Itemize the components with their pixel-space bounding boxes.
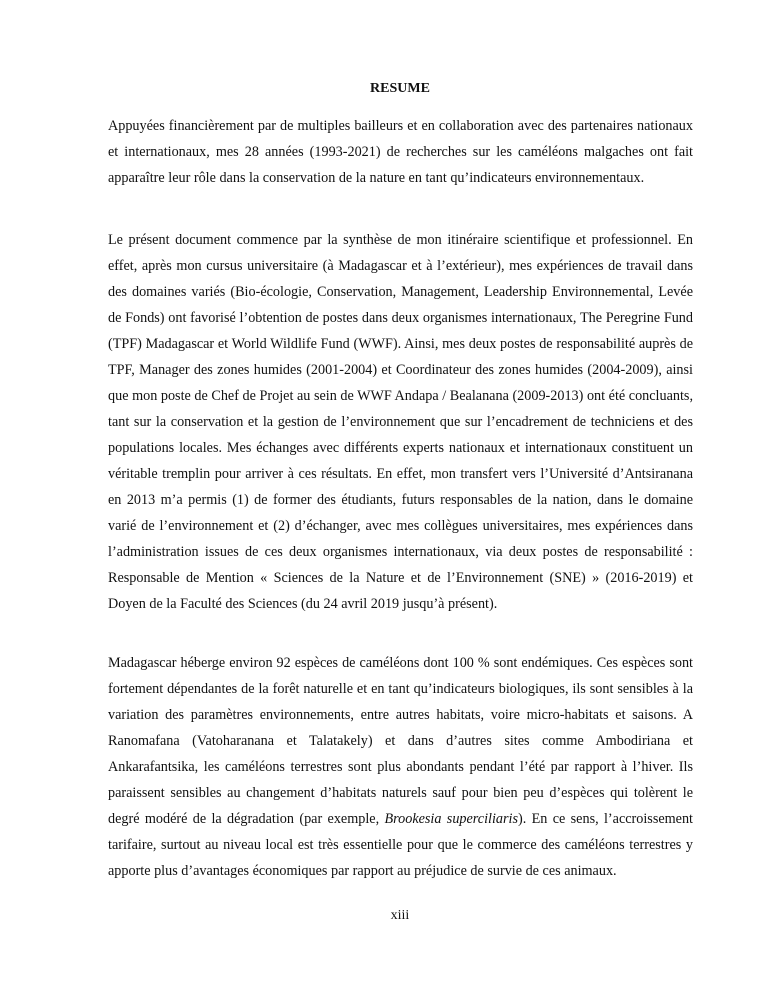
species-name: Brookesia superciliaris <box>384 811 519 827</box>
paragraph-chameleons-text-1: Madagascar héberge environ 92 espèces de caméléons dont 100 % sont endémiques. Ces espèces sont fortement dépendantes de la forêt naturelle et en tant qu’indicateurs biologiques, ils sont sensibles à la variation des paramètres environnements, entre autres habitats, voire micro-habitats et saisons. A Ranomafana (Vatoharanana et Talatakely) et dans d’autres sites comme Ambodiriana et Ankarafantsika, les caméléons terrestres sont plus abondants pendant l’été par rapport à l’hiver. Ils paraissent sensibles au changement d’habitats naturels sauf pour bien peu d’espèces qui tolèrent le degré modéré de la dégradation (par exemple, <box>108 655 693 827</box>
page-number: xiii <box>390 908 410 923</box>
paragraph-career: Le présent document commence par la synthèse de mon itinéraire scientifique et professionnel. En effet, après mon cursus universitaire (à Madagascar et à l’extérieur), mes expériences de travail dans des domaines variés (Bio-écologie, Conservation, Management, Leadership Environnemental, Levée de Fonds) ont favorisé l’obtention de postes dans deux organismes internationaux, The Peregrine Fund (TPF) Madagascar et World Wildlife Fund (WWF). Ainsi, mes deux postes de responsabilité auprès de TPF, Manager des zones humides (2001-2004) et Coordinateur des zones humides (2004-2009), ainsi que mon poste de Chef de Projet au sein de WWF Andapa / Bealanana (2009-2013) ont été concluants, tant sur la conservation et la gestion de l’environnement que sur l’encadrement de techniciens et des populations locales. Mes échanges avec différents experts nationaux et internationaux constituent un véritable tremplin pour arriver à ces résultats. En effet, mon transfert vers l’Université d’Antsiranana en 2013 m’a permis (1) de former des étudiants, futurs responsables de la nation, dans le domaine varié de l’environnement et (2) d’échanger, avec mes collègues universitaires, mes expériences dans l’administration issues de ces deux organismes internationaux, via deux postes de responsabilité : Responsable de Mention « Sciences de la Nature et de l’Environnement (SNE) » (2016-2019) et Doyen de la Faculté des Sciences (du 24 avril 2019 jusqu’à présent). <box>108 232 693 612</box>
paragraph-chameleons <box>108 650 693 884</box>
paragraph-intro: Appuyées financièrement par de multiples bailleurs et en collaboration avec des partenaires nationaux et internationaux, mes 28 années (1993-2021) de recherches sur les caméléons malgaches ont fait apparaître leur rôle dans la conservation de la nature en tant qu’indicateurs environnementaux. <box>108 118 693 186</box>
page-title: RESUME <box>370 81 430 96</box>
paragraph-chameleons-text-2: ). En ce sens, l’accroissement tarifaire, surtout au niveau local est très essentielle pour que le commerce des caméléons terrestres y apporte plus d’avantages économiques par rapport au préjudice de survie de ces animaux. <box>108 811 694 879</box>
